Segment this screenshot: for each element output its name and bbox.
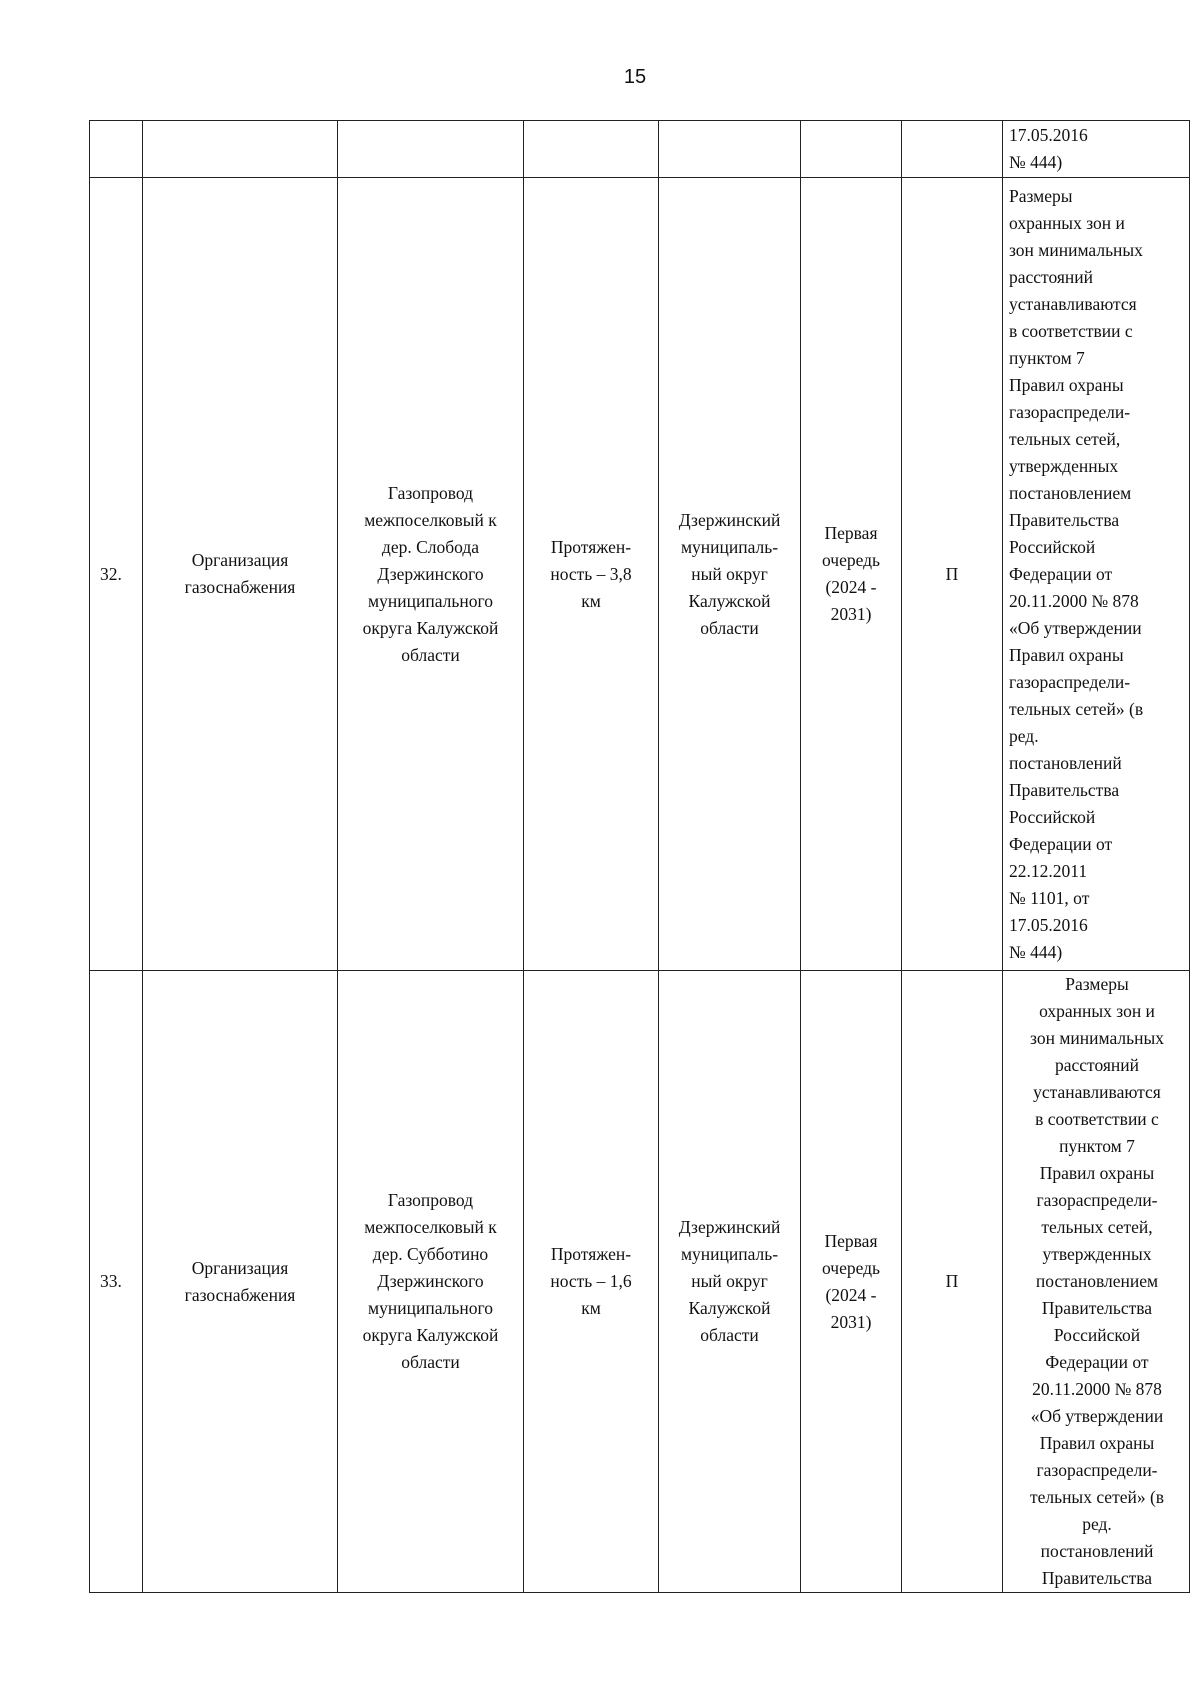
cell-period	[801, 121, 902, 178]
note-text: Размеры охранных зон и зон минимальных расстояний устанавливаются в соответствии с пунктом 7 Правил охраны газораспредели- тельных сетей, утвержденных постановлением Правительства Российской Федерации от 20.11.2000 № 878 «Об утверждении Правил охраны газораспредели- тельных сетей» (в ред. постановлений Правительства Российской Федерации от 22.12.2011 № 1101, от 17.05.2016 № 444)	[1009, 185, 1144, 962]
cell-name	[338, 121, 524, 178]
cell-characteristics	[524, 178, 659, 971]
table-row-continuation	[90, 121, 1190, 178]
location-text: Дзержинский муниципаль- ный округ Калужской области	[678, 1217, 781, 1345]
period-text: Первая очередь (2024 - 2031)	[821, 1230, 881, 1332]
status-text: П	[945, 1271, 959, 1291]
cell-num	[90, 121, 143, 178]
purpose-text: Организация газоснабжения	[184, 1257, 296, 1305]
cell-name	[338, 971, 524, 1593]
page-number: 15	[623, 66, 647, 88]
cell-status	[902, 121, 1003, 178]
purpose-text: Организация газоснабжения	[184, 550, 296, 597]
period-text: Первая очередь (2024 - 2031)	[821, 523, 881, 624]
cell-purpose	[143, 178, 338, 971]
cell-purpose	[143, 971, 338, 1593]
table-row	[90, 178, 1190, 971]
cell-purpose	[143, 121, 338, 178]
characteristics-text: Протяжен- ность – 3,8 км	[550, 536, 632, 611]
note-text: Размеры охранных зон и зон минимальных расстояний устанавливаются в соответствии с пунктом 7 Правил охраны газораспредели- тельных сетей, утвержденных постановлением Правительства Российской Федерации от 20.11.2000 № 878 «Об утверждении Правил охраны газораспредели- тельных сетей» (в ред. постановлений Правительства	[1029, 974, 1165, 1588]
cell-location	[659, 178, 801, 971]
cell-num	[90, 178, 143, 971]
row-number: 32.	[100, 563, 122, 584]
cell-note	[1003, 971, 1190, 1593]
characteristics-text: Протяжен- ность – 1,6 км	[550, 1244, 632, 1318]
cell-name	[338, 178, 524, 971]
cell-location	[659, 121, 801, 178]
cell-status	[902, 178, 1003, 971]
cell-period	[801, 971, 902, 1593]
cell-note	[1003, 178, 1190, 971]
cell-note	[1003, 121, 1190, 178]
cell-characteristics	[524, 121, 659, 178]
status-text: П	[945, 563, 959, 584]
cell-characteristics	[524, 971, 659, 1593]
object-name: Газопровод межпоселковый к дер. Субботино Дзержинского муниципального округа Калужской области	[362, 1190, 499, 1372]
note-text: 17.05.2016 № 444)	[1009, 125, 1088, 172]
cell-status	[902, 971, 1003, 1593]
location-text: Дзержинский муниципаль- ный округ Калужской области	[678, 509, 781, 638]
cell-location	[659, 971, 801, 1593]
cell-period	[801, 178, 902, 971]
facilities-table	[89, 120, 1190, 1593]
table-row	[90, 971, 1190, 1593]
cell-num	[90, 971, 143, 1593]
row-number: 33.	[100, 1271, 122, 1291]
object-name: Газопровод межпоселковый к дер. Слобода Дзержинского муниципального округа Калужской области	[362, 482, 499, 665]
